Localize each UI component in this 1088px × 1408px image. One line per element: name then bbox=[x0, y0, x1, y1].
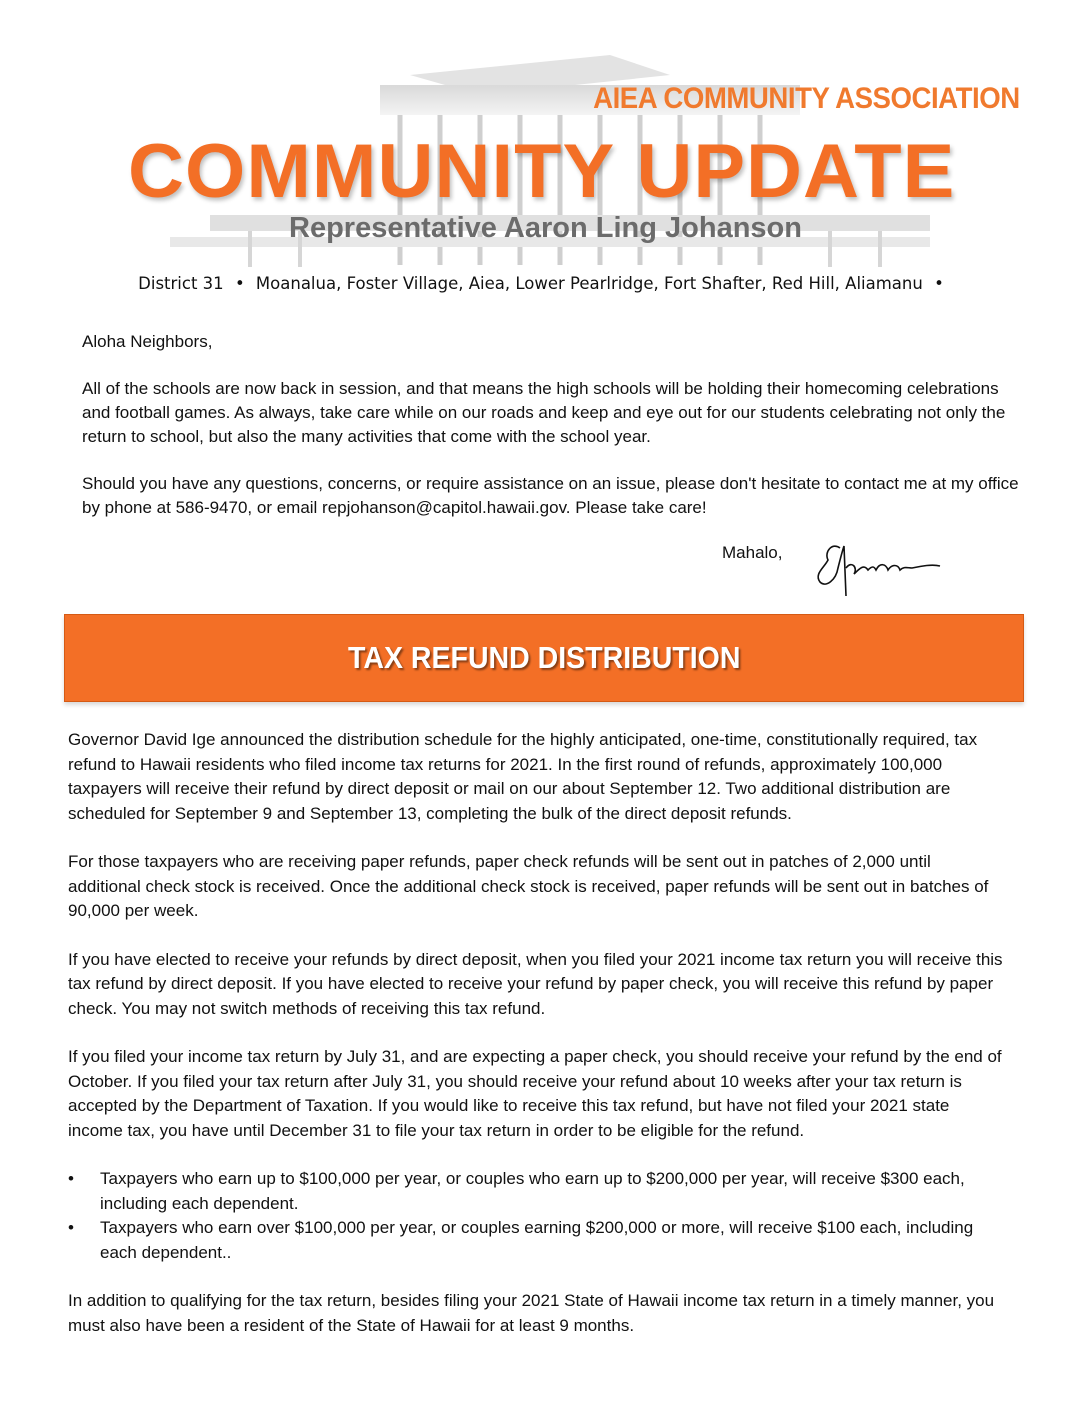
signature-image bbox=[812, 538, 947, 600]
bullet-icon: • bbox=[68, 1218, 74, 1237]
letter-paragraph: All of the schools are now back in session, and that means the high schools will be holding their homecoming celebrations and football games. As always, take care while on our roads and keep and eye out for our students celebrating not only the return to school, but also the many activities that come with the school year. bbox=[82, 379, 1006, 446]
section-title: TAX REFUND DISTRIBUTION bbox=[347, 640, 741, 675]
newsletter-title: COMMUNITY UPDATE bbox=[128, 129, 956, 214]
bullet-icon: • bbox=[68, 1169, 74, 1188]
separator-bullet: • bbox=[934, 274, 944, 293]
signature-text: Aaron bbox=[812, 538, 815, 539]
article-paragraph: In addition to qualifying for the tax return, besides filing your 2021 State of Hawaii income tax return in a timely manner, you must also have been a resident of the State of Hawaii for at least 9 months. bbox=[68, 1291, 995, 1335]
district-label: District 31 bbox=[138, 274, 224, 293]
association-name: AIEA COMMUNITY ASSOCIATION bbox=[593, 82, 1020, 115]
newsletter-header bbox=[0, 0, 1088, 270]
article-paragraph: For those taxpayers who are receiving paper refunds, paper check refunds will be sent out in patches of 2,000 until additional check stock is received. Once the additional check stock is received, paper refunds will be sent out in batches of 90,000 per week. bbox=[68, 852, 989, 920]
list-item: • Taxpayers who earn up to $100,000 per year, or couples who earn up to $200,000 per year, will receive $300 each, including each dependent. bbox=[68, 1169, 965, 1213]
article-paragraph: If you filed your income tax return by July 31, and are expecting a paper check, you should receive your refund by the end of October. If you filed your tax return after July 31, you should receive your refund about 10 weeks after your tax return is accepted by the Department of Taxation. If you would like to receive this tax refund, but have not filed your 2021 state income tax, you have until December 31 to file your tax return in order to be eligible for the refund. bbox=[68, 1047, 1002, 1140]
representative-name: Representative Aaron Ling Johanson bbox=[289, 212, 802, 244]
section-banner bbox=[64, 614, 1024, 702]
district-areas: Moanalua, Foster Village, Aiea, Lower Pearlridge, Fort Shafter, Red Hill, Aliamanu bbox=[255, 274, 923, 293]
article-body bbox=[68, 728, 1008, 1362]
list-item: • Taxpayers who earn over $100,000 per year, or couples earning $200,000 or more, will receive $100 each, including each dependent.. bbox=[68, 1218, 974, 1262]
article-paragraph: If you have elected to receive your refunds by direct deposit, when you filed your 2021 income tax return you will receive this tax refund by direct deposit. If you have elected to receive your refund by paper check, you will receive this refund by paper check. You may not switch methods of receiving this tax refund. bbox=[68, 949, 1003, 1018]
district-line bbox=[0, 274, 1088, 293]
eligibility-list bbox=[68, 1167, 1008, 1265]
welcome-letter bbox=[82, 330, 1022, 543]
letter-paragraph: Should you have any questions, concerns, or require assistance on an issue, please don't hesitate to contact me at my office by phone at 586-9470, or email repjohanson@capitol.hawaii.gov. Please take care! bbox=[82, 474, 1019, 517]
letter-greeting: Aloha Neighbors, bbox=[82, 332, 213, 351]
letter-closing: Mahalo, bbox=[722, 543, 783, 562]
separator-bullet: • bbox=[234, 274, 245, 293]
article-paragraph: Governor David Ige announced the distribution schedule for the highly anticipated, one-time, constitutionally required, tax refund to Hawaii residents who filed income tax returns for 2021. In the first round of refunds, approximately 100,000 taxpayers will receive their refund by direct deposit or mail on our about September 12. Two additional distribution are scheduled for September 9 and September 13, completing the bulk of the direct deposit refunds. bbox=[68, 730, 978, 823]
